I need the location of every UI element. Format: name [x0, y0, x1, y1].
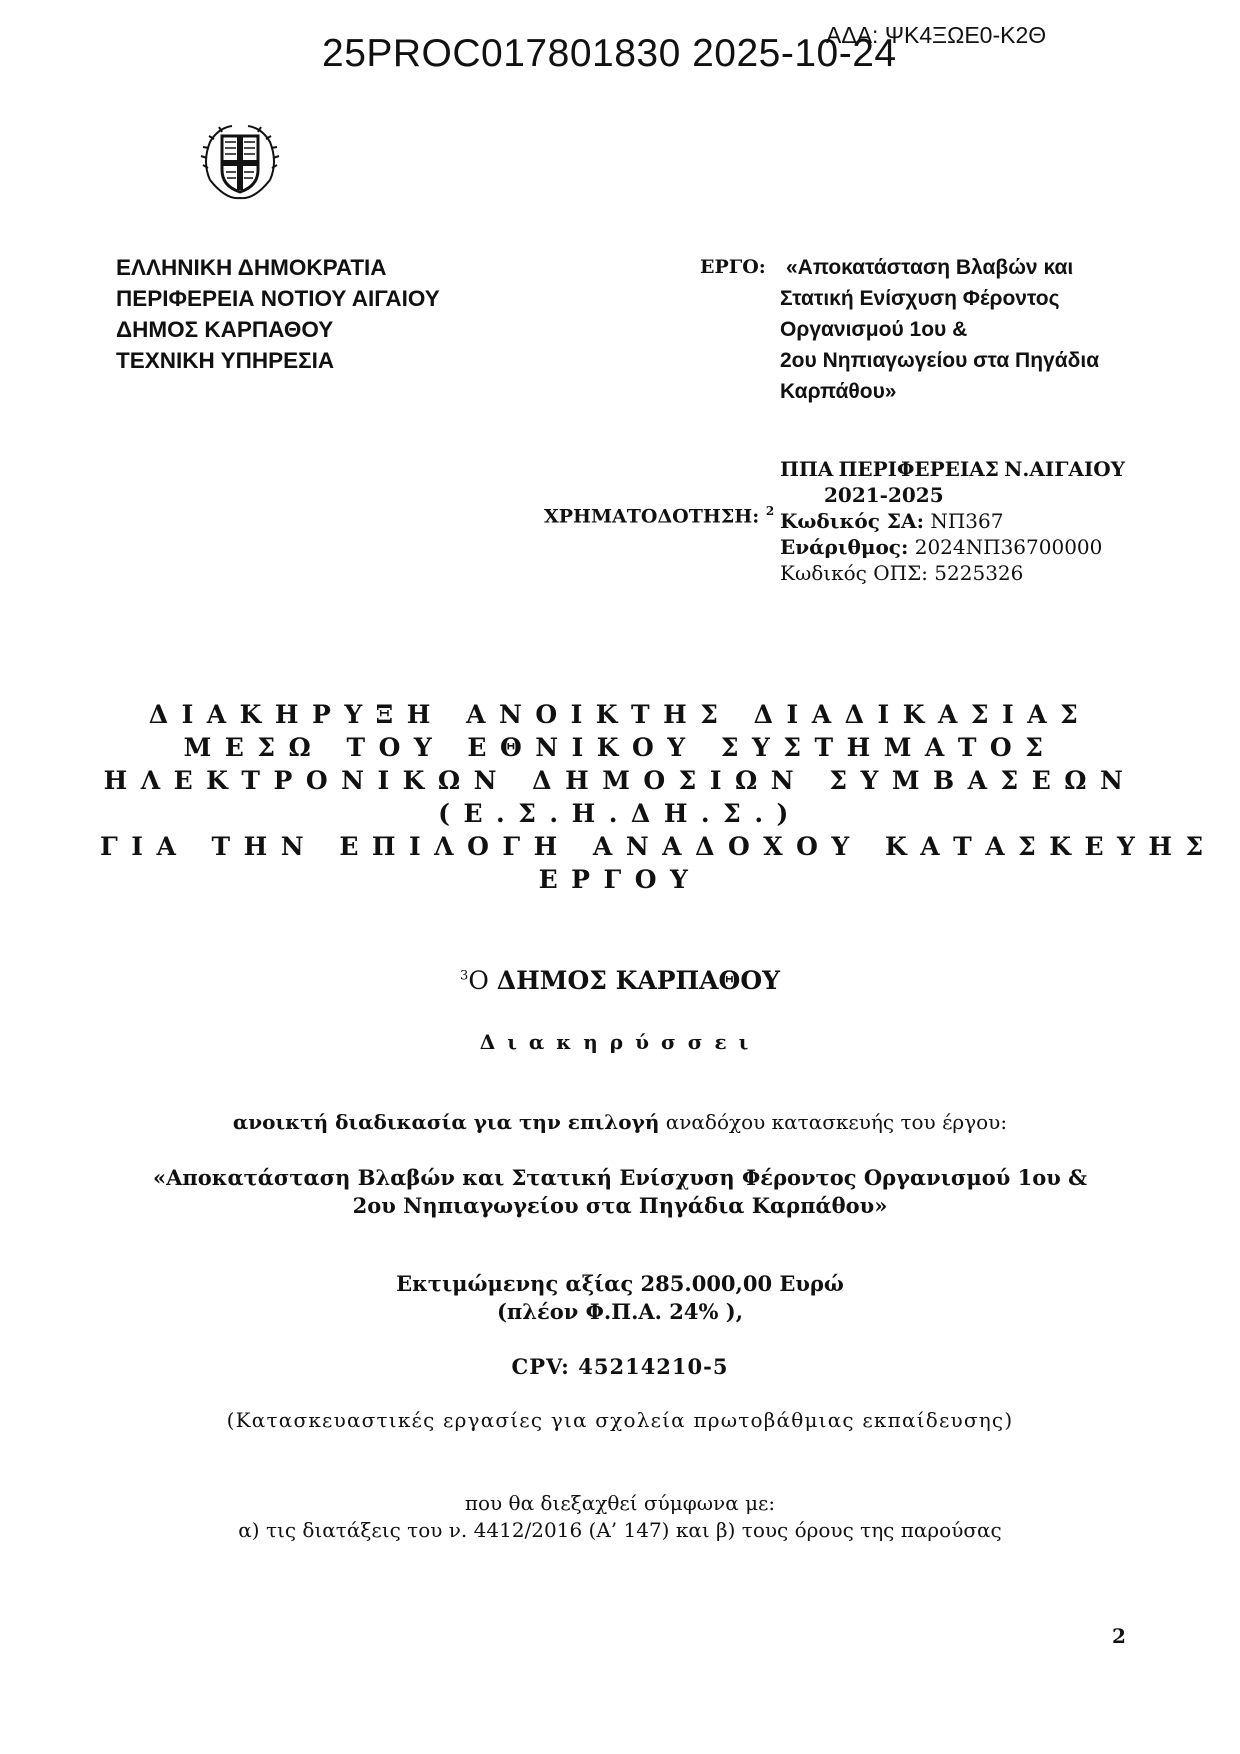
authority-line: ΤΕΧΝΙΚΗ ΥΠΗΡΕΣΙΑ: [116, 348, 335, 373]
procurement-stamp-id: 25PROC017801830 2025-10-24: [322, 32, 897, 75]
footnote-marker: 3: [460, 968, 469, 984]
financing-program-word: ΠΕΡΙΦΕΡΕΙΑΣ: [838, 457, 999, 481]
ops-code: Κωδικός ΟΠΣ: 5225326: [780, 561, 1024, 585]
enarithmos-row: [780, 534, 1160, 560]
project-name: [780, 252, 1150, 407]
sa-code-label: Κωδικός ΣΑ:: [780, 509, 924, 533]
financing-program-word: Ν.ΑΙΓΑΙΟΥ: [1004, 457, 1125, 481]
project-full-title: [100, 1164, 1140, 1220]
declaration-title-line: (Ε.Σ.Η.ΔΗ.Σ.): [438, 799, 802, 828]
open-procedure-bold: ανοικτή διαδικασία για την επιλογή: [232, 1110, 660, 1134]
project-name-line: Στατική Ενίσχυση Φέροντος: [780, 287, 1060, 310]
page-number: 2: [1112, 1624, 1126, 1648]
enarithmos-label: Ενάριθμος:: [780, 535, 909, 559]
estimated-value-block: [100, 1270, 1140, 1326]
financing-details: [780, 456, 1160, 586]
project-name-line: «Αποκατάσταση Βλαβών και: [786, 256, 1074, 279]
proclaims-heading: Διακηρύσσει: [479, 1030, 761, 1054]
enarithmos-value: 2024ΝΠ36700000: [914, 535, 1103, 559]
project-full-title-line: 2ου Νηπιαγωγείου στα Πηγάδια Καρπάθου»: [352, 1193, 888, 1218]
conducted-according: [100, 1490, 1140, 1544]
open-procedure-line: [100, 1110, 1140, 1134]
project-full-title-line: «Αποκατάσταση Βλαβών και Στατική Ενίσχυση Φέροντος Οργανισμού 1ου &: [152, 1165, 1088, 1190]
financing-years: 2021-2025: [824, 483, 944, 507]
ada-code: ΑΔΑ: ΨΚ4ΞΩΕ0-Κ2Θ: [826, 22, 1047, 48]
declaration-title-line: ΔΙΑΚΗΡΥΞΗ ΑΝΟΙΚΤΗΣ ΔΙΑΔΙΚΑΣΙΑΣ: [148, 700, 1092, 729]
authority-line: ΕΛΛΗΝΙΚΗ ΔΗΜΟΚΡΑΤΙΑ: [116, 255, 387, 280]
issuing-authority: [116, 252, 440, 376]
footnote-marker: 2: [765, 504, 775, 518]
municipality-heading: [100, 966, 1140, 995]
declaration-title-line: ΜΕΣΩ ΤΟΥ ΕΘΝΙΚΟΥ ΣΥΣΤΗΜΑΤΟΣ: [183, 733, 1057, 762]
sa-code-value: ΝΠ367: [930, 509, 1004, 533]
declaration-title-line: ΗΛΕΚΤΡΟΝΙΚΩΝ ΔΗΜΟΣΙΩΝ ΣΥΜΒΑΣΕΩΝ: [103, 766, 1137, 795]
project-label: ΕΡΓΟ:: [700, 256, 766, 278]
conducted-line: που θα διεξαχθεί σύμφωνα με:: [464, 1491, 776, 1515]
declaration-title: [100, 698, 1217, 896]
cpv-description: (Κατασκευαστικές εργασίες για σχολεία πρωτοβάθμιας εκπαίδευσης): [226, 1408, 1014, 1432]
municipality-article: Ο: [468, 966, 489, 995]
authority-line: ΠΕΡΙΦΕΡΕΙΑ ΝΟΤΙΟΥ ΑΙΓΑΙΟΥ: [116, 286, 440, 311]
project-name-line: 2ου Νηπιαγωγείου στα Πηγάδια: [780, 349, 1100, 372]
municipality-name: ΔΗΜΟΣ ΚΑΡΠΑΘΟΥ: [496, 966, 780, 995]
financing-program: [780, 456, 1125, 482]
estimated-value: Εκτιμώμενης αξίας 285.000,00 Ευρώ: [396, 1271, 844, 1296]
conducted-line: α) τις διατάξεις του ν. 4412/2016 (Α’ 147) και β) τους όρους της παρούσας: [238, 1518, 1002, 1542]
vat-note: (πλέον Φ.Π.Α. 24% ),: [496, 1299, 744, 1324]
project-name-line: Καρπάθου»: [780, 380, 897, 403]
financing-label-text: ΧΡΗΜΑΤΟΔΟΤΗΣΗ:: [544, 505, 760, 528]
declaration-title-line: ΓΙΑ ΤΗΝ ΕΠΙΛΟΓΗ ΑΝΑΔΟΧΟΥ ΚΑΤΑΣΚΕΥΗΣ: [100, 832, 1217, 861]
financing-label: [544, 504, 774, 527]
project-name-line: Οργανισμού 1ου &: [780, 318, 968, 341]
financing-program-word: ΠΠΑ: [780, 457, 834, 481]
sa-code-row: [780, 508, 1160, 534]
cpv-code: CPV: 45214210-5: [511, 1354, 729, 1379]
greek-coat-of-arms-icon: [196, 118, 284, 206]
authority-line: ΔΗΜΟΣ ΚΑΡΠΑΘΟΥ: [116, 317, 334, 342]
open-procedure-rest: αναδόχου κατασκευής του έργου:: [659, 1110, 1008, 1134]
declaration-title-line: ΕΡΓΟΥ: [538, 865, 702, 894]
